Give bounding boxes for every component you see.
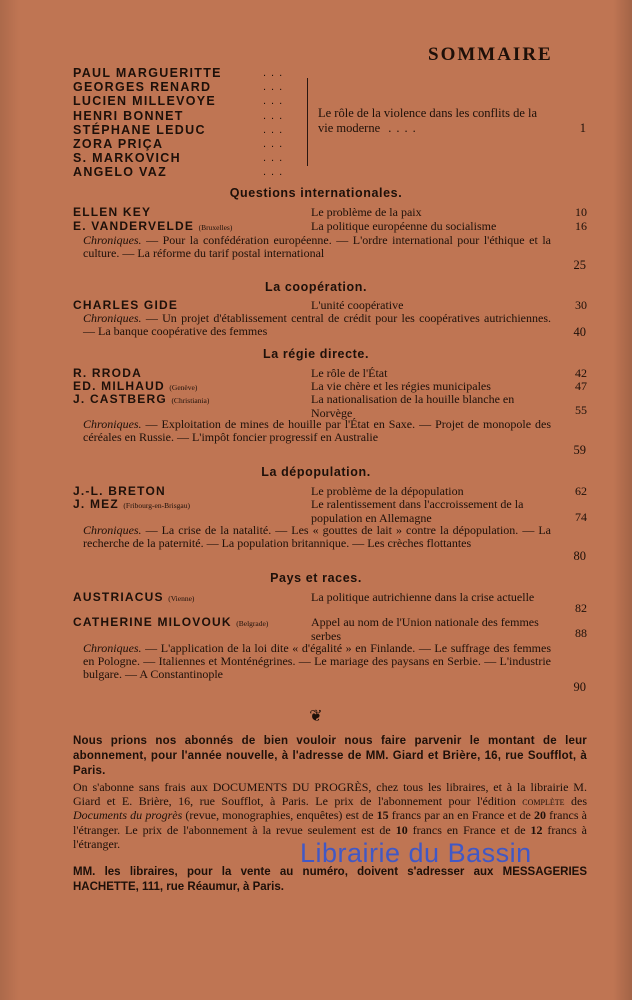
entry-location: (Vienne)	[168, 594, 195, 603]
section-heading: La régie directe.	[262, 347, 370, 361]
entry-author: J.-L. BRETON	[73, 484, 166, 498]
entry-title: L'unité coopérative	[311, 298, 404, 312]
chronique-text: — Un projet d'établissement central de crédit pour les coopératives autrichiennes. — La banque coopérative des femmes	[83, 311, 551, 339]
entry-location: (Belgrade)	[236, 619, 269, 628]
entry-author: J. CASTBERG (Christiania)	[73, 392, 210, 406]
text-run: francs en France et de	[407, 822, 531, 837]
text-run: (revue, monographies, enquêtes) est de	[182, 808, 377, 823]
entry-author: ELLEN KEY	[73, 205, 152, 219]
text-run: On s'abonne sans frais aux	[73, 780, 213, 794]
price: 20	[534, 808, 546, 823]
chronique-text: — L'application de la loi dite « d'égalité » en Finlande. — Le suffrage des femmes en Pologne. — Italiennes et Monténégrines. — Le mariage des paysans en Serbie. — L'industrie bulgare. — A Constantinople	[83, 641, 551, 682]
leader-dots: ...	[263, 81, 288, 94]
price: 15	[376, 808, 389, 823]
entry-title: Le rôle de l'État	[311, 366, 388, 380]
chronique-page: 40	[573, 325, 586, 339]
author-name: HENRI BONNET	[73, 108, 184, 123]
leader-dots: ...	[263, 109, 288, 122]
author-name: ZORA PRIÇA	[73, 136, 164, 151]
booksellers-notice: MM. les libraires, pour la vente au numéro, doivent s'adresser aux MESSAGERIES HACHETTE, 111, rue Réaumur, à Paris.	[73, 866, 587, 893]
author-name: GEORGES RENARD	[73, 80, 212, 95]
fleuron-ornament-icon: ❦	[309, 708, 323, 725]
chronique-paragraph	[83, 312, 551, 338]
chronique-page: 80	[573, 549, 586, 563]
price: 12	[530, 822, 543, 837]
leader-dots: ...	[263, 67, 288, 79]
intro-author	[73, 80, 313, 94]
entry-page: 62	[575, 484, 587, 498]
entry-author: AUSTRIACUS (Vienne)	[73, 590, 195, 604]
leader-dots: ...	[263, 137, 288, 150]
intro-author	[73, 94, 313, 108]
price: 10	[395, 822, 408, 837]
entry-title: Le problème de la paix	[311, 205, 422, 219]
text-run: , chez tous les libraires, et à la librairie M. Giard et E. Brière, 16, rue Soufflot, à Paris. Le prix de l'abonnement pour l'édition	[73, 780, 587, 809]
intro-author	[73, 109, 313, 123]
intro-author	[73, 151, 313, 165]
entry-page: 74	[575, 510, 587, 524]
section-heading: La dépopulation.	[261, 465, 371, 479]
section-heading: Pays et races.	[270, 571, 362, 585]
entry-page: 10	[575, 205, 587, 219]
intro-author	[73, 137, 313, 151]
author-name: S. MARKOVICH	[73, 151, 181, 166]
intro-author-list	[73, 66, 313, 180]
intro-author	[73, 165, 313, 179]
entry-page: 55	[575, 403, 587, 417]
section-heading: Questions internationales.	[229, 186, 403, 200]
entry-title: La vie chère et les régies municipales	[311, 379, 491, 393]
leader-dots: ...	[263, 123, 288, 136]
journal-name: DOCUMENTS DU PROGRÈS	[212, 780, 369, 794]
page-title: SOMMAIRE	[428, 44, 553, 65]
entry-location: (Genève)	[169, 383, 198, 392]
entry-page: 16	[575, 219, 587, 233]
text-run: complète	[522, 794, 565, 809]
subscriber-notice: Nous prions nos abonnés de bien vouloir nous faire parvenir le montant de leur abonnement, pour l'année nouvelle, à l'adresse de MM. Giard et Brière, 16, rue Soufflot, à Paris.	[73, 735, 587, 777]
text-run: des	[564, 794, 587, 809]
chronique-label: Chroniques.	[83, 523, 142, 537]
journal-name-italic: Documents du progrès	[73, 808, 183, 823]
section-heading: La coopération.	[264, 280, 368, 294]
chronique-page: 25	[573, 258, 586, 272]
chronique-paragraph	[83, 234, 551, 260]
entry-author: ED. MILHAUD (Genève)	[73, 379, 198, 393]
entry-author: J. MEZ (Fribourg-en-Brisgau)	[73, 497, 190, 511]
leader-dots: ...	[263, 166, 288, 179]
author-brace	[307, 78, 314, 166]
leader-dots: ...	[263, 95, 288, 108]
text-run: francs par an en France et de	[388, 808, 534, 823]
entry-page: 42	[575, 366, 587, 380]
leader-dots: ....	[380, 121, 421, 135]
author-name: ANGELO VAZ	[73, 165, 168, 180]
chronique-label: Chroniques.	[83, 417, 142, 431]
entry-title: Le ralentissement dans l'accroissement de la population en Allemagne	[311, 497, 524, 525]
intro-article	[318, 106, 554, 136]
entry-page: 47	[575, 379, 587, 393]
chronique-paragraph	[83, 524, 551, 550]
watermark: Librairie du Bassin	[300, 838, 532, 868]
entry-title: La nationalisation de la houille blanche en Norvège	[311, 392, 515, 420]
text-run: francs à l'étranger.	[73, 822, 587, 851]
author-name: LUCIEN MILLEVOYE	[73, 94, 217, 109]
chronique-paragraph	[83, 418, 551, 444]
entry-page: 82	[575, 601, 587, 615]
entry-author: CATHERINE MILOVOUK (Belgrade)	[73, 615, 269, 629]
chronique-label: Chroniques.	[83, 233, 142, 247]
intro-author	[73, 123, 313, 137]
entry-author: R. RRODA	[73, 366, 142, 380]
entry-location: (Christiania)	[171, 396, 210, 405]
entry-page: 88	[575, 626, 587, 640]
entry-location: (Bruxelles)	[198, 223, 233, 232]
chronique-text: — La crise de la natalité. — Les « gouttes de lait » contre la dépopulation. — La recherche de la paternité. — La population britannique. — Les crèches flottantes	[83, 523, 551, 551]
chronique-paragraph	[83, 642, 551, 682]
chronique-page: 59	[573, 443, 586, 457]
chronique-page: 90	[573, 680, 586, 694]
leader-dots: ...	[263, 152, 288, 165]
author-name: PAUL MARGUERITTE	[73, 66, 222, 80]
chronique-text: — Exploitation de mines de houille par l'État en Saxe. — Projet de monopole des céréales en Russie. — L'impôt foncier progressif en Australie	[83, 417, 551, 445]
entry-location: (Fribourg-en-Brisgau)	[123, 501, 190, 510]
text-run: francs à l'étranger. Le prix de l'abonnement à la revue seulement est de	[73, 808, 588, 837]
entry-title: Le problème de la dépopulation	[311, 484, 464, 498]
entry-title: Appel au nom de l'Union nationale des femmes serbes	[311, 615, 539, 643]
intro-author	[73, 66, 313, 80]
chronique-label: Chroniques.	[83, 311, 142, 325]
intro-article-title: Le rôle de la violence dans les conflits de la vie moderne	[318, 106, 538, 135]
entry-page: 30	[575, 298, 587, 312]
intro-page-number: 1	[579, 121, 586, 135]
entry-title: La politique européenne du socialisme	[311, 219, 497, 233]
entry-author: CHARLES GIDE	[73, 298, 179, 312]
chronique-label: Chroniques.	[83, 641, 142, 655]
entry-author: E. VANDERVELDE (Bruxelles)	[73, 219, 233, 233]
author-name: STÉPHANE LEDUC	[73, 122, 206, 137]
entry-title: La politique autrichienne dans la crise actuelle	[311, 590, 535, 604]
chronique-text: — Pour la confédération européenne. — L'ordre international pour l'éthique et la culture. — La réforme du tarif postal international	[83, 233, 551, 261]
